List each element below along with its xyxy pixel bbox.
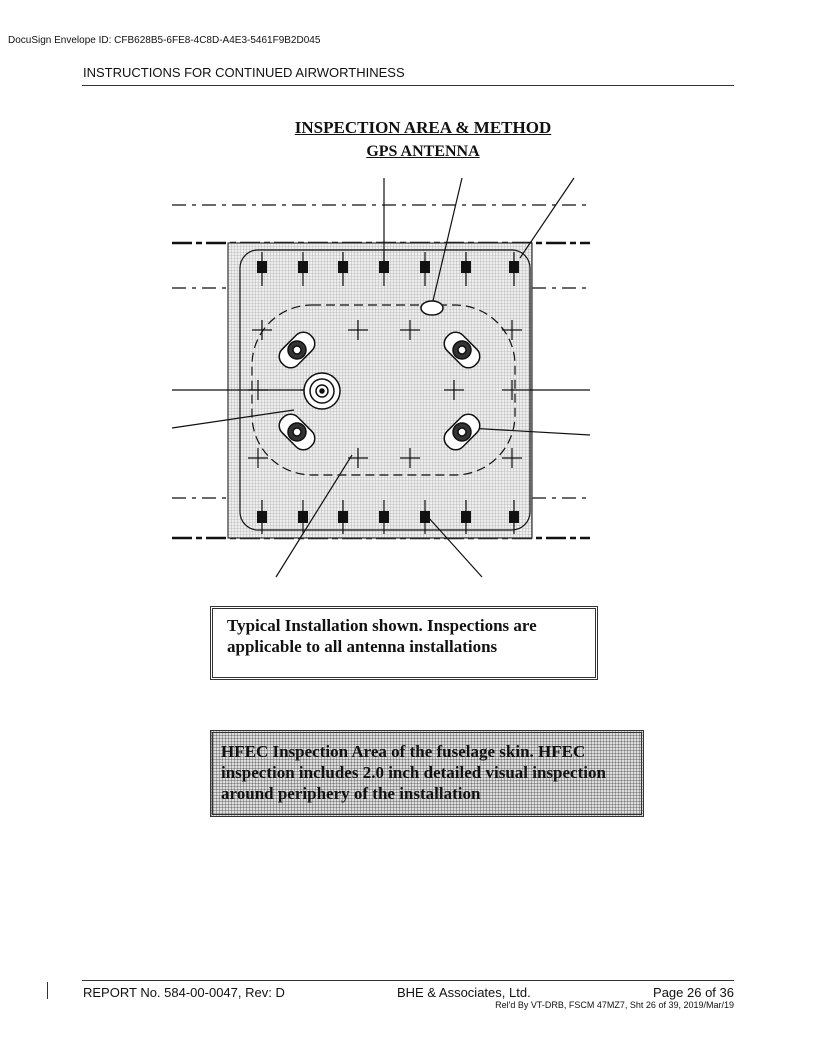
note-typical-installation: Typical Installation shown. Inspections are applicable to all antenna installations xyxy=(210,606,598,680)
company-name: BHE & Associates, Ltd. xyxy=(397,985,531,1000)
footer-rule xyxy=(82,980,734,981)
page-title: INSPECTION AREA & METHOD xyxy=(294,118,552,137)
antenna-connector xyxy=(304,373,340,409)
release-info: Rel'd By VT-DRB, FSCM 47MZ7, Sht 26 of 39, 2019/Mar/19 xyxy=(495,1000,734,1010)
page-header: INSTRUCTIONS FOR CONTINUED AIRWORTHINESS xyxy=(83,65,405,80)
note-hfec-inspection: HFEC Inspection Area of the fuselage skin. HFEC inspection includes 2.0 inch detailed visual inspection around periphery of the installation xyxy=(210,730,644,817)
page-number: Page 26 of 36 xyxy=(653,985,734,1000)
revision-bar xyxy=(47,982,48,999)
page-subtitle: GPS ANTENNA xyxy=(366,143,480,160)
header-rule xyxy=(82,85,734,86)
report-number: REPORT No. 584-00-0047, Rev: D xyxy=(83,985,285,1000)
envelope-id: DocuSign Envelope ID: CFB628B5-6FE8-4C8D-A4E3-5461F9B2D045 xyxy=(8,35,321,46)
gps-antenna-diagram xyxy=(160,165,600,605)
